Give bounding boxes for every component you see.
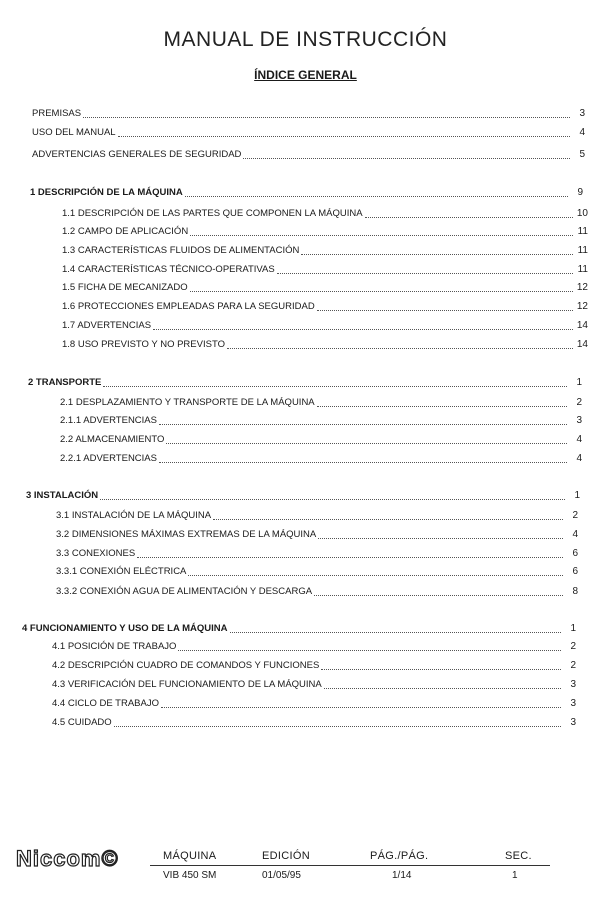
- toc-entry-label: 4 FUNCIONAMIENTO Y USO DE LA MÁQUINA: [22, 623, 228, 634]
- toc-entry-page: 12: [576, 282, 588, 293]
- toc-entry-label: 3.3.1 CONEXIÓN ELÉCTRICA: [56, 566, 187, 577]
- toc-entry: [62, 339, 588, 351]
- leader-dots: [185, 195, 568, 197]
- toc-entry-page: 5: [579, 149, 585, 160]
- leader-dots: [301, 253, 573, 255]
- toc-entry-label: 3 INSTALACIÓN: [26, 490, 99, 501]
- leader-dots: [137, 556, 563, 558]
- toc-entry-page: 4: [576, 453, 582, 464]
- footer-value-section: 1: [512, 870, 518, 881]
- toc-entry: [60, 453, 582, 465]
- leader-dots: [190, 234, 573, 236]
- toc-entry-page: 3: [576, 415, 582, 426]
- toc-entry-label: PREMISAS: [32, 108, 82, 119]
- toc-entry-label: 1.6 PROTECCIONES EMPLEADAS PARA LA SEGURIDAD: [62, 301, 315, 312]
- footer-value-edition: 01/05/95: [262, 870, 301, 881]
- toc-entry-page: 3: [579, 108, 585, 119]
- leader-dots: [227, 347, 573, 349]
- toc-entry-page: 2: [576, 397, 582, 408]
- toc-entry-label: ADVERTENCIAS GENERALES DE SEGURIDAD: [32, 149, 242, 160]
- toc-entry-page: 1: [574, 490, 580, 501]
- toc-entry: [32, 127, 585, 139]
- footer-header-machine: MÁQUINA: [163, 850, 217, 862]
- toc-entry-label: 1.7 ADVERTENCIAS: [62, 320, 152, 331]
- footer-value-page: 1/14: [392, 870, 412, 881]
- toc-entry-label: 2.2.1 ADVERTENCIAS: [60, 453, 157, 464]
- leader-dots: [166, 442, 567, 444]
- leader-dots: [317, 309, 573, 311]
- toc-entry: [62, 264, 588, 276]
- leader-dots: [118, 135, 570, 137]
- toc-entry-page: 4: [572, 529, 578, 540]
- toc-entry: [52, 679, 576, 691]
- toc-entry-label: USO DEL MANUAL: [32, 127, 116, 138]
- toc-entry-page: 2: [572, 510, 578, 521]
- toc-entry-label: 4.1 POSICIÓN DE TRABAJO: [52, 641, 177, 652]
- leader-dots: [365, 216, 573, 218]
- toc-entry-page: 12: [576, 301, 588, 312]
- toc-section-4: [22, 623, 576, 635]
- leader-dots: [83, 116, 570, 118]
- toc-entry-label: 1.1 DESCRIPCIÓN DE LAS PARTES QUE COMPONEN LA MÁQUINA: [62, 208, 363, 219]
- toc-entry-page: 14: [576, 320, 588, 331]
- toc-entry-label: 3.1 INSTALACIÓN DE LA MÁQUINA: [56, 510, 212, 521]
- leader-dots: [213, 518, 563, 520]
- toc-entry-label: 2.1 DESPLAZAMIENTO Y TRANSPORTE DE LA MÁQUINA: [60, 397, 315, 408]
- footer-header-section: SEC.: [505, 850, 532, 862]
- toc-entry: [60, 397, 582, 409]
- toc-entry-page: 14: [576, 339, 588, 350]
- toc-entry: [56, 529, 578, 541]
- toc-entry: [56, 548, 578, 560]
- toc-entry-page: 11: [577, 245, 588, 256]
- toc-entry-page: 6: [572, 566, 578, 577]
- toc-entry: [56, 566, 578, 578]
- toc-entry-page: 8: [572, 586, 578, 597]
- leader-dots: [318, 537, 563, 539]
- toc-entry-label: 2.2 ALMACENAMIENTO: [60, 434, 165, 445]
- leader-dots: [159, 461, 567, 463]
- toc-entry: [62, 208, 588, 220]
- toc-entry-label: 3.3.2 CONEXIÓN AGUA DE ALIMENTACIÓN Y DESCARGA: [56, 586, 313, 597]
- toc-entry-label: 2.1.1 ADVERTENCIAS: [60, 415, 157, 426]
- leader-dots: [153, 328, 573, 330]
- leader-dots: [159, 423, 567, 425]
- toc-entry-page: 3: [570, 698, 576, 709]
- toc-entry: [62, 301, 588, 313]
- toc-entry-page: 9: [577, 187, 583, 198]
- toc-entry-label: 1.2 CAMPO DE APLICACIÓN: [62, 226, 189, 237]
- leader-dots: [161, 706, 561, 708]
- toc-entry-label: 4.5 CUIDADO: [52, 717, 112, 728]
- toc-entry-page: 10: [576, 208, 588, 219]
- toc-entry-label: 1.8 USO PREVISTO Y NO PREVISTO: [62, 339, 225, 350]
- toc-section-1: [30, 187, 583, 199]
- toc-entry-label: 3.2 DIMENSIONES MÁXIMAS EXTREMAS DE LA MÁQUINA: [56, 529, 317, 540]
- toc-entry-label: 1.3 CARACTERÍSTICAS FLUIDOS DE ALIMENTACIÓN: [62, 245, 300, 256]
- toc-entry: [56, 510, 578, 522]
- toc-entry-page: 3: [570, 717, 576, 728]
- leader-dots: [314, 594, 563, 596]
- toc-entry: [62, 320, 588, 332]
- toc-entry: [52, 717, 576, 729]
- leader-dots: [188, 574, 563, 576]
- leader-dots: [277, 272, 573, 274]
- leader-dots: [324, 687, 561, 689]
- footer-header-edition: EDICIÓN: [262, 850, 310, 862]
- leader-dots: [190, 290, 573, 292]
- toc-entry-label: 2 TRANSPORTE: [28, 377, 102, 388]
- toc-section-2: [28, 377, 582, 389]
- leader-dots: [317, 405, 567, 407]
- toc-entry-page: 1: [576, 377, 582, 388]
- toc-entry-page: 1: [570, 623, 576, 634]
- toc-entry-label: 3.3 CONEXIONES: [56, 548, 136, 559]
- leader-dots: [100, 498, 565, 500]
- leader-dots: [243, 157, 570, 159]
- leader-dots: [114, 725, 561, 727]
- toc-entry-label: 1.5 FICHA DE MECANIZADO: [62, 282, 188, 293]
- footer-divider: [150, 865, 550, 866]
- toc-entry-page: 2: [570, 660, 576, 671]
- toc-entry-page: 6: [572, 548, 578, 559]
- document-title: MANUAL DE INSTRUCCIÓN: [163, 28, 448, 51]
- toc-entry: [62, 226, 588, 238]
- toc-entry: [52, 660, 576, 672]
- toc-entry-label: 4.4 CICLO DE TRABAJO: [52, 698, 159, 709]
- company-logo: Niccom©: [16, 846, 119, 871]
- toc-entry-page: 2: [570, 641, 576, 652]
- leader-dots: [178, 649, 561, 651]
- toc-entry-page: 11: [577, 226, 588, 237]
- toc-entry: [62, 245, 588, 257]
- toc-entry: [62, 282, 588, 294]
- toc-entry-page: 4: [576, 434, 582, 445]
- toc-entry: [32, 108, 585, 120]
- toc-entry: [60, 434, 582, 446]
- toc-entry-page: 4: [579, 127, 585, 138]
- toc-entry-page: 11: [577, 264, 588, 275]
- footer-value-machine: VIB 450 SM: [163, 870, 217, 881]
- toc-entry-label: 4.2 DESCRIPCIÓN CUADRO DE COMANDOS Y FUNCIONES: [52, 660, 320, 671]
- leader-dots: [230, 631, 562, 633]
- toc-entry-page: 3: [570, 679, 576, 690]
- toc-entry: [56, 586, 578, 598]
- toc-entry: [60, 415, 582, 427]
- toc-entry-label: 4.3 VERIFICACIÓN DEL FUNCIONAMIENTO DE LA MÁQUINA: [52, 679, 322, 690]
- toc-section-3: [26, 490, 580, 502]
- document-footer: [0, 840, 611, 900]
- leader-dots: [103, 385, 567, 387]
- toc-entry: [32, 149, 585, 161]
- toc-entry: [52, 698, 576, 710]
- footer-header-page: PÁG./PÁG.: [370, 850, 429, 862]
- toc-entry: [52, 641, 576, 653]
- index-heading-text: ÍNDICE GENERAL: [254, 68, 357, 82]
- toc-entry-label: 1.4 CARACTERÍSTICAS TÉCNICO-OPERATIVAS: [62, 264, 275, 275]
- leader-dots: [321, 668, 561, 670]
- toc-entry-label: 1 DESCRIPCIÓN DE LA MÁQUINA: [30, 187, 183, 198]
